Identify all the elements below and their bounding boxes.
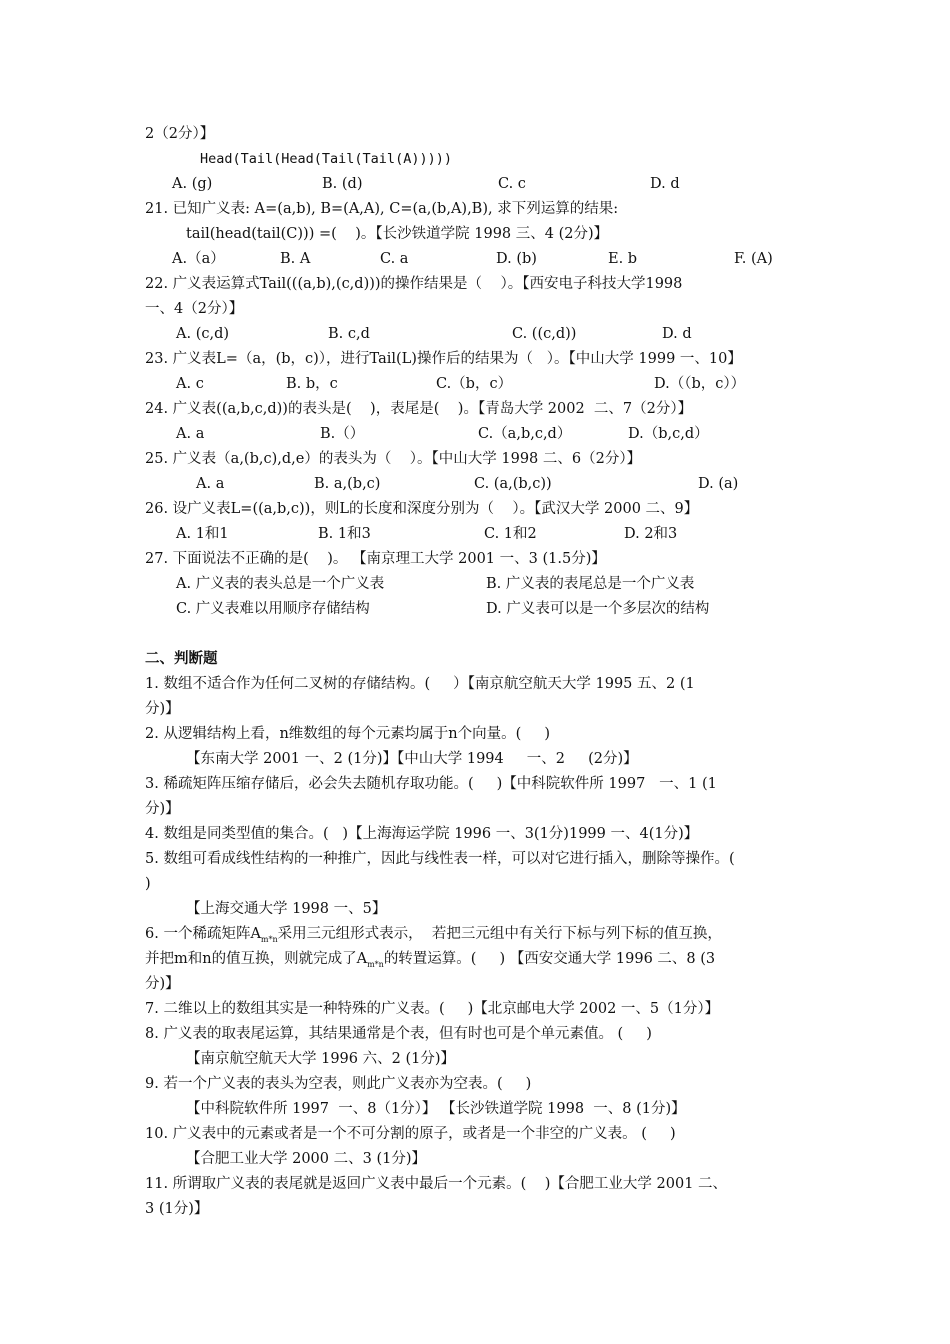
q20-expression: Head(Tail(Head(Tail(Tail(A))))) <box>200 151 452 167</box>
option-d: D. 2和3 <box>624 526 678 542</box>
option-c: C. (a,(b,c)) <box>474 476 552 492</box>
tf-item-4: 4. 数组是同类型值的集合。( )【上海海运学院 1996 一、3(1分)1999 一、4(1分)】 <box>145 826 699 842</box>
tf-item-6-text-a: 6. 一个稀疏矩阵A <box>145 926 261 942</box>
tf-item-6 <box>145 924 722 950</box>
q20-options <box>172 174 872 194</box>
tf-item-6-cont <box>145 949 715 975</box>
option-a: A.（a） <box>172 251 225 267</box>
tf-item-10-source: 【合肥工业大学 2000 二、3 (1分)】 <box>186 1151 426 1167</box>
option-f: F. (A) <box>734 251 773 267</box>
q25-stem: 25. 广义表（a,(b,c),d,e）的表头为（ ）。【中山大学 1998 二、6（2分）】 <box>145 451 642 467</box>
option-a: A. c <box>176 376 204 392</box>
subscript-mn: m*n <box>367 959 384 969</box>
option-c: C.（a,b,c,d） <box>478 426 572 442</box>
option-a: A. a <box>176 426 205 442</box>
tf-item-3: 3. 稀疏矩阵压缩存储后，必会失去随机存取功能。( )【中科院软件所 1997 一、1 (1 <box>145 776 717 792</box>
option-c: C. 1和2 <box>484 526 537 542</box>
q27-options-row1 <box>176 574 876 594</box>
q24-options <box>176 424 876 444</box>
option-a: A. (c,d) <box>176 326 230 342</box>
option-a: A. 1和1 <box>176 526 229 542</box>
option-b: B. a,(b,c) <box>314 476 381 492</box>
tf-item-6-text-c: 并把m和n的值互换，则就完成了A <box>145 951 368 967</box>
tf-item-1-cont: 分)】 <box>145 701 180 717</box>
option-b: B. c,d <box>328 326 370 342</box>
option-d: D.（（b，c）） <box>654 376 746 392</box>
tf-item-5-source: 【上海交通大学 1998 一、5】 <box>186 901 387 917</box>
option-d: D. (a) <box>698 476 739 492</box>
q20-score-line: 2（2分）】 <box>145 126 215 142</box>
option-d: D.（b,c,d） <box>628 426 709 442</box>
tf-item-8: 8. 广义表的取表尾运算，其结果通常是个表，但有时也可是个单元素值。 ( ) <box>145 1026 652 1042</box>
option-a: A. (g) <box>172 176 213 192</box>
q21-stem: 21. 已知广义表: A=(a,b), B=(A,A), C=(a,(b,A),B), 求下列运算的结果: <box>145 201 619 217</box>
option-b: B. 广义表的表尾总是一个广义表 <box>486 576 695 592</box>
q22-stem-cont: 一、4（2分）】 <box>145 301 244 317</box>
tf-item-5: 5. 数组可看成线性结构的一种推广，因此与线性表一样，可以对它进行插入，删除等操作。( <box>145 851 735 867</box>
option-c: C. a <box>380 251 409 267</box>
tf-item-10: 10. 广义表中的元素或者是一个不可分割的原子，或者是一个非空的广义表。 ( ) <box>145 1126 676 1142</box>
option-a: A. 广义表的表头总是一个广义表 <box>176 576 385 592</box>
section-heading-true-false: 二、判断题 <box>145 651 218 667</box>
q23-stem: 23. 广义表L=（a，(b，c)），进行Tail(L)操作后的结果为（ ）。【中山大学 1999 一、10】 <box>145 351 742 367</box>
q22-options <box>176 324 876 344</box>
option-a: A. a <box>196 476 225 492</box>
tf-item-6-text-b: 采用三元组形式表示， 若把三元组中有关行下标与列下标的值互换， <box>277 926 722 942</box>
subscript-mn: m*n <box>260 934 278 944</box>
q21-expression: tail(head(tail(C))) =( )。【长沙铁道学院 1998 三、4 (2分)】 <box>186 226 609 242</box>
tf-item-11-cont: 3 (1分)】 <box>145 1201 209 1217</box>
q27-options-row2 <box>176 599 876 619</box>
option-b: B. b，c <box>286 376 338 392</box>
option-d: D. 广义表可以是一个多层次的结构 <box>486 601 710 617</box>
option-c: C. c <box>498 176 526 192</box>
tf-item-7: 7. 二维以上的数组其实是一种特殊的广义表。( )【北京邮电大学 2002 一、5（1分）】 <box>145 1001 720 1017</box>
tf-item-11: 11. 所谓取广义表的表尾就是返回广义表中最后一个元素。( )【合肥工业大学 2001 二、 <box>145 1176 728 1192</box>
tf-item-9: 9. 若一个广义表的表头为空表，则此广义表亦为空表。( ) <box>145 1076 532 1092</box>
q26-options <box>176 524 876 544</box>
q21-options <box>172 249 872 269</box>
option-b: B. 1和3 <box>318 526 371 542</box>
tf-item-9-source: 【中科院软件所 1997 一、8（1分）】 【长沙铁道学院 1998 一、8 (1分)】 <box>186 1101 686 1117</box>
tf-item-3-cont: 分)】 <box>145 801 180 817</box>
tf-item-8-source: 【南京航空航天大学 1996 六、2 (1分)】 <box>186 1051 455 1067</box>
q24-stem: 24. 广义表((a,b,c,d))的表头是( )，表尾是( )。【青岛大学 2002 二、7（2分）】 <box>145 401 693 417</box>
tf-item-1: 1. 数组不适合作为任何二叉树的存储结构。( ）【南京航空航天大学 1995 五、2 (1 <box>145 676 695 692</box>
q22-stem: 22. 广义表运算式Tail(((a,b),(c,d)))的操作结果是（ ）。【西安电子科技大学1998 <box>145 276 683 292</box>
option-c: C. ((c,d)) <box>512 326 577 342</box>
option-b: B. (d) <box>322 176 363 192</box>
option-c: C. 广义表难以用顺序存储结构 <box>176 601 370 617</box>
option-b: B.（） <box>320 426 365 442</box>
option-b: B. A <box>280 251 311 267</box>
tf-item-6-cont2: 分)】 <box>145 976 180 992</box>
option-c: C.（b，c） <box>436 376 513 392</box>
q27-stem: 27. 下面说法不正确的是( )。 【南京理工大学 2001 一、3 (1.5分)】 <box>145 551 606 567</box>
tf-item-6-text-d: 的转置运算。( ) 【西安交通大学 1996 二、8 (3 <box>383 951 716 967</box>
option-d: D. d <box>662 326 692 342</box>
q23-options <box>176 374 876 394</box>
q25-options <box>196 474 896 494</box>
option-e: E. b <box>608 251 638 267</box>
option-d: D. d <box>650 176 680 192</box>
tf-item-2-source: 【东南大学 2001 一、2 (1分)】【中山大学 1994 一、2 (2分)】 <box>186 751 638 767</box>
option-d: D. (b) <box>496 251 537 267</box>
tf-item-2: 2. 从逻辑结构上看，n维数组的每个元素均属于n个向量。( ) <box>145 726 550 742</box>
q26-stem: 26. 设广义表L=((a,b,c))，则L的长度和深度分别为（ ）。【武汉大学 2000 二、9】 <box>145 501 699 517</box>
tf-item-5-cont: ) <box>145 876 151 892</box>
